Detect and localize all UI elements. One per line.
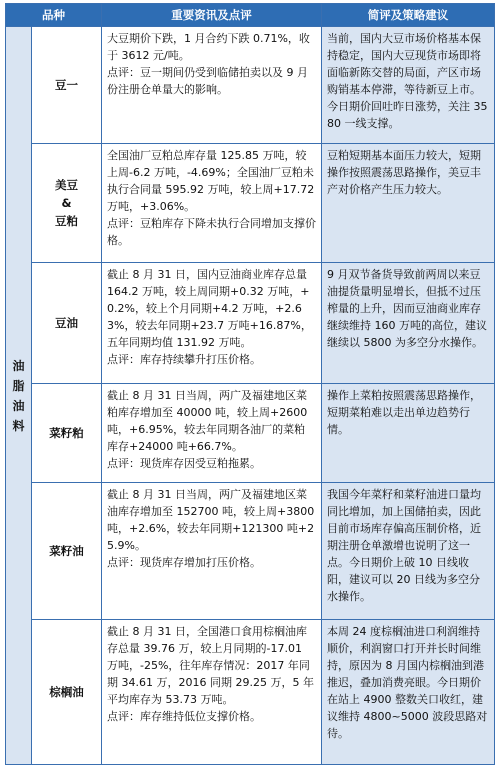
commodity-report-table <box>5 3 495 765</box>
table-row <box>6 384 495 483</box>
category-cell <box>6 27 32 765</box>
table-row <box>6 27 495 144</box>
info-cell: 截止 8 月 31 日当周，两广及福建地区菜粕库存增加至 40000 吨，较上周+2600 吨，+6.95%，较去年同期各油厂的菜粕库存+24000 吨+66.7%。 点评：现货库存因受豆粕拖累。 <box>102 384 322 483</box>
table-row <box>6 263 495 384</box>
header-row <box>6 4 495 27</box>
info-cell: 截止 8 月 31 日当周，两广及福建地区菜油库存增加至 152700 吨，较上周+3800 吨，+2.6%，较去年同期+121300 吨+25.9%。 点评：现货库存增加打压价格。 <box>102 483 322 620</box>
info-cell: 截止 8 月 31 日，国内豆油商业库存总量 164.2 万吨，较上周同期+0.32 万吨，+0.2%，较上个月同期+4.2 万吨，+2.63%，较去年同期+23.7 万吨+16.87%，五年同期均值 131.92 万吨。 点评：库存持续攀升打压价格。 <box>102 263 322 384</box>
info-cell: 截止 8 月 31 日，全国港口食用棕榈油库存总量 39.76 万，较上月同期的-17.01 万吨，-25%，往年库存情况：2017 年同期 34.61 万，2016 同期 29.25 万，5 年平均库存为 53.73 万吨。 点评：库存维持低位支撑价格。 <box>102 620 322 765</box>
suggestion-cell: 操作上菜粕按照震荡思路操作，短期菜粕难以走出单边趋势行情。 <box>322 384 495 483</box>
info-cell: 全国油厂豆粕总库存量 125.85 万吨，较上周-6.2 万吨，-4.69%；全国油厂豆粕未执行合同量 595.92 万吨，较上周+17.72 万吨，+3.06%。 点评：豆粕库存下降未执行合同增加支撑价格。 <box>102 144 322 263</box>
product-name: 棕榈油 <box>32 620 102 765</box>
header-suggestion: 简评及策略建议 <box>322 4 495 27</box>
info-cell: 大豆期价下跌，1 月合约下跌 0.71%，收于 3612 元/吨。 点评：豆一期间仍受到临储拍卖以及 9 月份注册仓单量大的影响。 <box>102 27 322 144</box>
header-variety: 品种 <box>6 4 102 27</box>
product-name: 菜籽粕 <box>32 384 102 483</box>
header-info: 重要资讯及点评 <box>102 4 322 27</box>
suggestion-cell: 本周 24 度棕榈油进口利润维持顺价，利润窗口打开并长时间维持，原因为 8 月国内棕榈油到港推迟，叠加消费亮眼。今日期价在站上 4900 整数关口收红，建议维持 4800~5000 波段思路对待。 <box>322 620 495 765</box>
suggestion-cell: 我国今年菜籽和菜籽油进口量均同比增加，加上国储拍卖，因此目前市场库存偏高压制价格，近期注册仓单激增也说明了这一点。今日期价上破 10 日线收阳，建议可以 20 日线为多空分水操作。 <box>322 483 495 620</box>
suggestion-cell: 豆粕短期基本面压力较大，短期操作按照震荡思路操作，美豆丰产对价格产生压力较大。 <box>322 144 495 263</box>
table-row <box>6 620 495 765</box>
report-table-container <box>5 3 494 765</box>
product-name: 菜籽油 <box>32 483 102 620</box>
product-name: 美豆 & 豆粕 <box>32 144 102 263</box>
suggestion-cell: 当前，国内大豆市场价格基本保持稳定，国内大豆现货市场即将面临新陈交替的局面，产区市场购销基本停滞，等待新豆上市。今日期价回吐昨日涨势，关注 3580 一线支撑。 <box>322 27 495 144</box>
product-name: 豆一 <box>32 27 102 144</box>
table-row <box>6 144 495 263</box>
table-row <box>6 483 495 620</box>
product-name: 豆油 <box>32 263 102 384</box>
category-label: 油脂油料 <box>12 358 25 433</box>
suggestion-cell: 9 月双节备货导致前两周以来豆油提货量明显增长，但抵不过压榨量的上升，因而豆油商业库存继续维持 160 万吨的高位，建议继续以 5800 为多空分水操作。 <box>322 263 495 384</box>
